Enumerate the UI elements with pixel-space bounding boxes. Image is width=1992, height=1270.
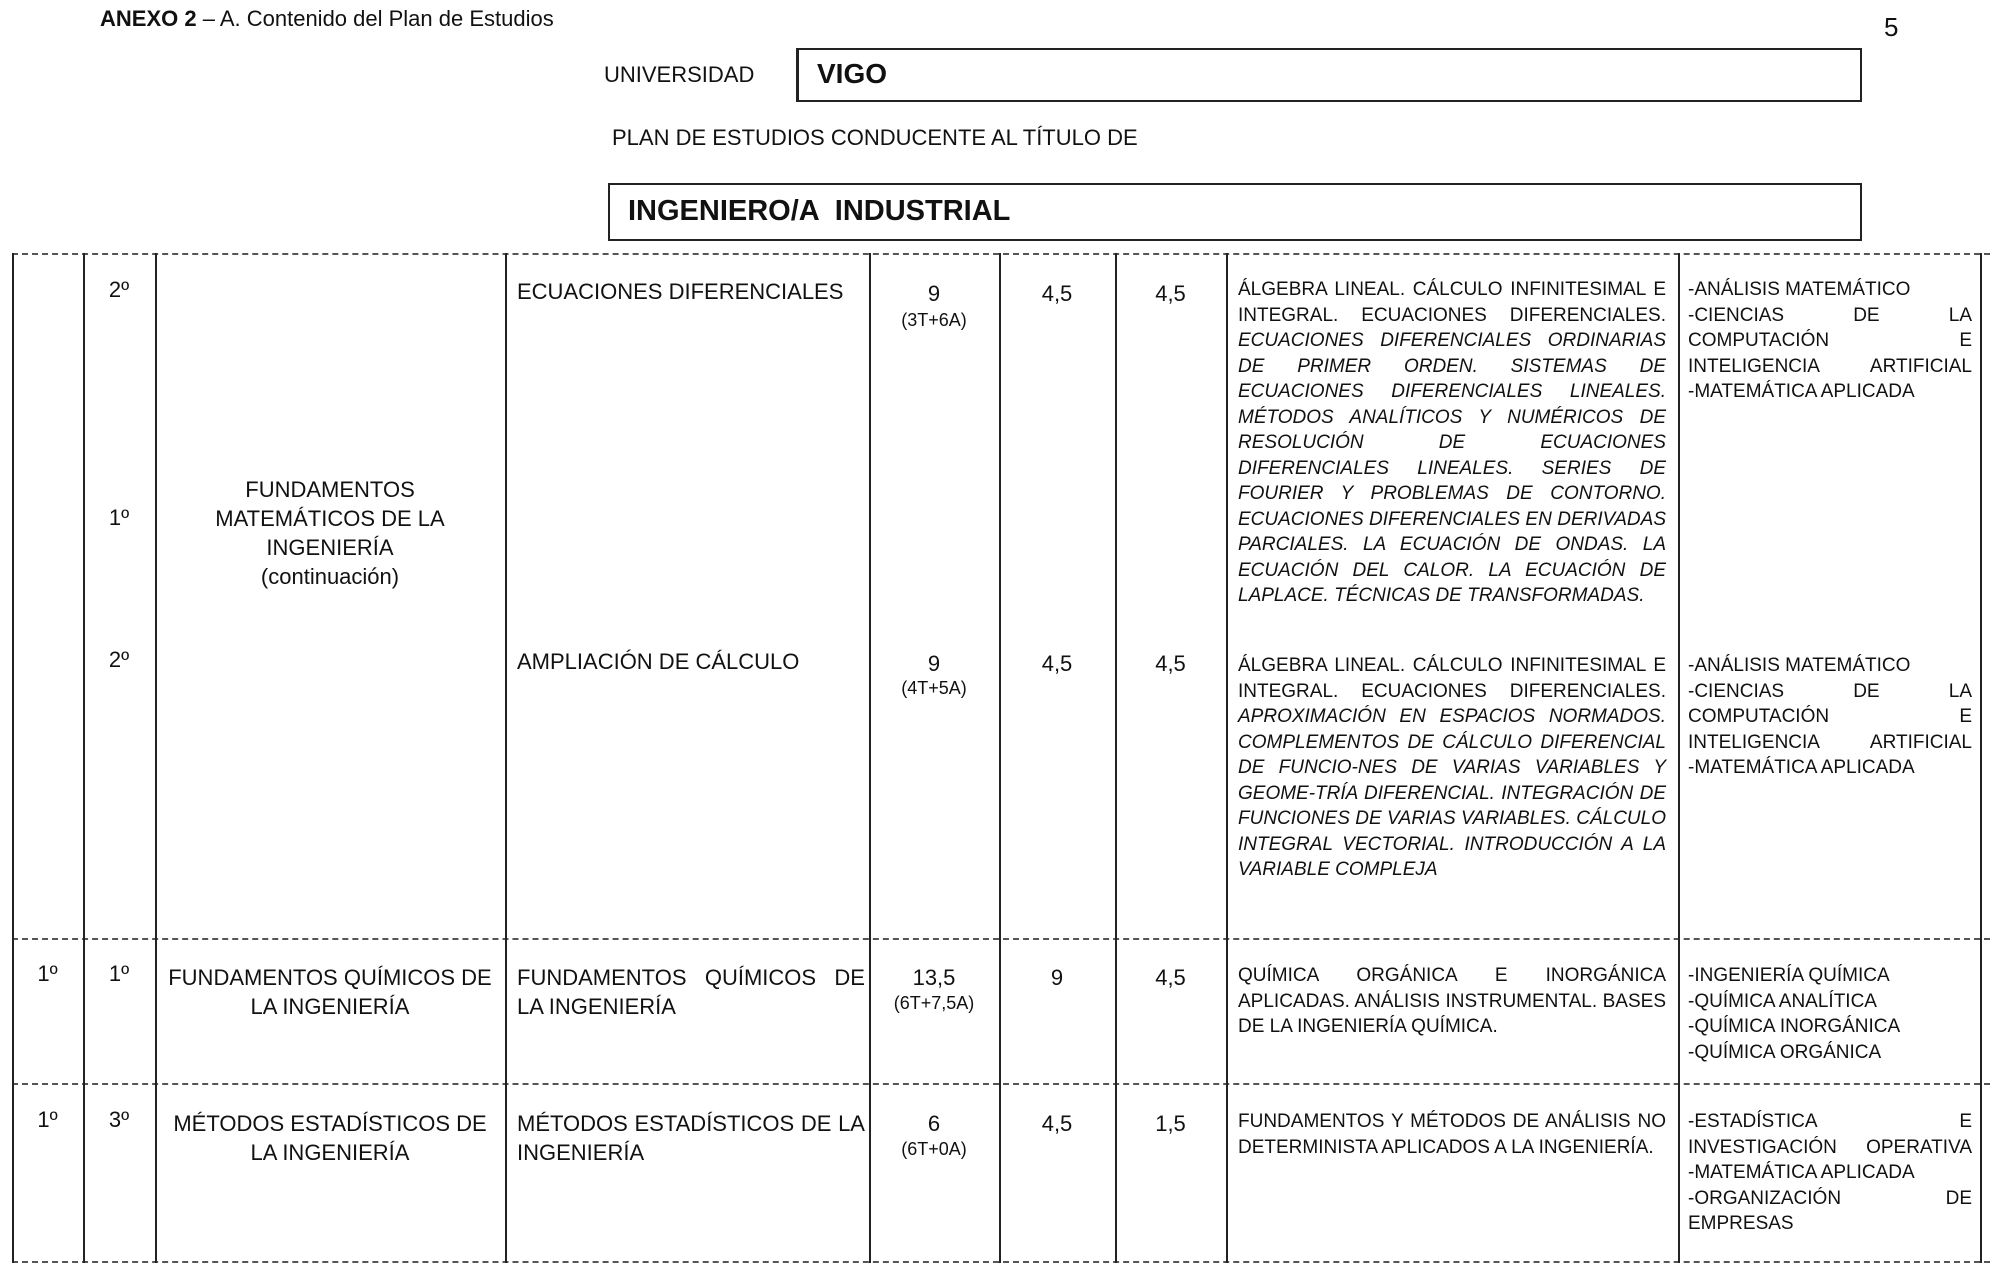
area-item: -ORGANIZACIÓN DE EMPRESAS [1688, 1187, 1972, 1234]
creditos-split: (6T+0A) [901, 1139, 967, 1159]
area-item: -QUÍMICA ORGÁNICA [1688, 1041, 1882, 1063]
area-item: -MATEMÁTICA APLICADA [1688, 757, 1915, 778]
creditos-practicos: 4,5 [1155, 651, 1186, 676]
contenidos-italic: APROXIMACIÓN EN ESPACIOS NORMADOS. COMPLEMENTOS DE CÁLCULO DIFERENCIAL DE FUNCIO-NES DE VARIAS VARIABLES Y GEOME-TRÍA DIFERENCIAL. INTEGRACIÓN DE FUNCIONES DE VARIAS VARIABLES. CÁLCULO INTEGRAL VECTORIAL. INTRODUCCIÓN A LA VARIABLE COMPLEJA [1238, 706, 1666, 880]
creditos-split: (6T+7,5A) [893, 993, 975, 1013]
areas-cell [1688, 277, 1972, 405]
creditos-teoricos: 9 [1050, 965, 1064, 990]
areas-cell [1688, 963, 1972, 1065]
creditos-practicos: 1,5 [1155, 1111, 1186, 1136]
materia-troncal-cell [202, 475, 458, 591]
col-rule [1980, 253, 1982, 1263]
materia-troncal-name: FUNDAMENTOS MATEMÁTICOS DE LA INGENIERÍA [215, 477, 445, 560]
areas-cell [1688, 653, 1972, 781]
area-item: -MATEMÁTICA APLICADA [1688, 1162, 1915, 1183]
materia-troncal-cell: FUNDAMENTOS QUÍMICOS DE LA INGENIERÍA [168, 965, 492, 1019]
curso-cell: 2º [108, 647, 130, 672]
creditos-total: 6 [927, 1111, 941, 1136]
creditos-teoricos: 4,5 [1041, 651, 1073, 676]
annex-heading [100, 6, 554, 32]
curso-cell: 1º [108, 961, 130, 986]
area-item: -ANÁLISIS MATEMÁTICO [1688, 279, 1911, 300]
contenidos-cell [1238, 277, 1666, 609]
contenidos-cell: QUÍMICA ORGÁNICA E INORGÁNICA APLICADAS. ANÁLISIS INSTRUMENTAL. BASES DE LA INGENIERÍA QUÍMICA. [1238, 965, 1666, 1037]
plan-label: PLAN DE ESTUDIOS CONDUCENTE AL TÍTULO DE [612, 125, 1138, 150]
area-item: -CIENCIAS DE LA COMPUTACIÓN E INTELIGENCIA ARTIFICIAL [1688, 680, 1972, 753]
creditos-total: 13,5 [912, 965, 956, 990]
asignatura-cell: MÉTODOS ESTADÍSTICOS DE LA INGENIERÍA [517, 1111, 865, 1165]
curso-cell: 3º [108, 1107, 130, 1132]
plan-table [12, 253, 1990, 1263]
creditos-practicos: 4,5 [1155, 281, 1186, 306]
area-item: -CIENCIAS DE LA COMPUTACIÓN E INTELIGENCIA ARTIFICIAL [1688, 304, 1972, 377]
col-rule [155, 253, 157, 1263]
area-item: -MATEMÁTICA APLICADA [1688, 381, 1915, 402]
titulo-value: INGENIERO/A INDUSTRIAL [628, 195, 1011, 227]
curso-cell: 1º [108, 505, 130, 530]
col-rule [505, 253, 507, 1263]
row-divider [12, 1083, 1990, 1085]
creditos-total: 9 [927, 651, 941, 676]
area-item: -ESTADÍSTICA E INVESTIGACIÓN OPERATIVA [1688, 1111, 1972, 1158]
universidad-value: VIGO [817, 58, 888, 89]
asignatura-cell: ECUACIONES DIFERENCIALES [517, 279, 844, 304]
contenidos-plain: ÁLGEBRA LINEAL. CÁLCULO INFINITESIMAL E INTEGRAL. ECUACIONES DIFERENCIALES. [1238, 279, 1666, 326]
col-rule [1678, 253, 1680, 1263]
row-divider [12, 938, 1990, 940]
universidad-box [796, 48, 1862, 102]
area-item: -QUÍMICA INORGÁNICA [1688, 1016, 1901, 1037]
annex-label: ANEXO 2 [100, 6, 197, 31]
creditos-split: (4T+5A) [901, 678, 967, 698]
areas-cell [1688, 1109, 1972, 1237]
titulo-box [608, 183, 1862, 241]
table-bottom-rule [12, 1261, 1990, 1263]
ciclo-cell: 1º [37, 961, 58, 986]
ciclo-cell: 1º [37, 1107, 58, 1132]
area-item: -INGENIERÍA QUÍMICA [1688, 965, 1890, 986]
creditos-total: 9 [927, 281, 941, 306]
creditos-split: (3T+6A) [901, 310, 967, 330]
table-top-rule [12, 253, 1990, 255]
creditos-practicos: 4,5 [1155, 965, 1186, 990]
contenidos-plain: ÁLGEBRA LINEAL. CÁLCULO INFINITESIMAL E INTEGRAL. ECUACIONES DIFERENCIALES. [1238, 655, 1666, 702]
universidad-label: UNIVERSIDAD [604, 62, 755, 87]
creditos-teoricos: 4,5 [1041, 281, 1073, 306]
asignatura-cell: FUNDAMENTOS QUÍMICOS DE LA INGENIERÍA [517, 965, 865, 1019]
annex-description: – A. Contenido del Plan de Estudios [196, 6, 554, 31]
contenidos-cell [1238, 653, 1666, 883]
curso-cell: 2º [108, 277, 130, 302]
contenidos-cell: FUNDAMENTOS Y MÉTODOS DE ANÁLISIS NO DETERMINISTA APLICADOS A LA INGENIERÍA. [1238, 1111, 1666, 1158]
page-number: 5 [1884, 12, 1899, 42]
area-item: -ANÁLISIS MATEMÁTICO [1688, 655, 1911, 676]
col-rule [1226, 253, 1228, 1263]
area-item: -QUÍMICA ANALÍTICA [1688, 990, 1877, 1012]
asignatura-cell: AMPLIACIÓN DE CÁLCULO [517, 649, 800, 674]
creditos-teoricos: 4,5 [1041, 1111, 1073, 1136]
materia-troncal-note: (continuación) [260, 564, 400, 589]
contenidos-italic: ECUACIONES DIFERENCIALES ORDINARIAS DE PRIMER ORDEN. SISTEMAS DE ECUACIONES DIFERENCIALES LINEALES. MÉTODOS ANALÍTICOS Y NUMÉRICOS DE RESOLUCIÓN DE ECUACIONES DIFERENCIALES LINEALES. SERIES DE FOURIER Y PROBLEMAS DE CONTORNO. ECUACIONES DIFERENCIALES EN DERIVADAS PARCIALES. LA ECUACIÓN DE ONDAS. LA ECUACIÓN DEL CALOR. LA ECUACIÓN DE LAPLACE. TÉCNICAS DE TRANSFORMADAS. [1238, 330, 1666, 606]
materia-troncal-cell: MÉTODOS ESTADÍSTICOS DE LA INGENIERÍA [173, 1111, 487, 1165]
